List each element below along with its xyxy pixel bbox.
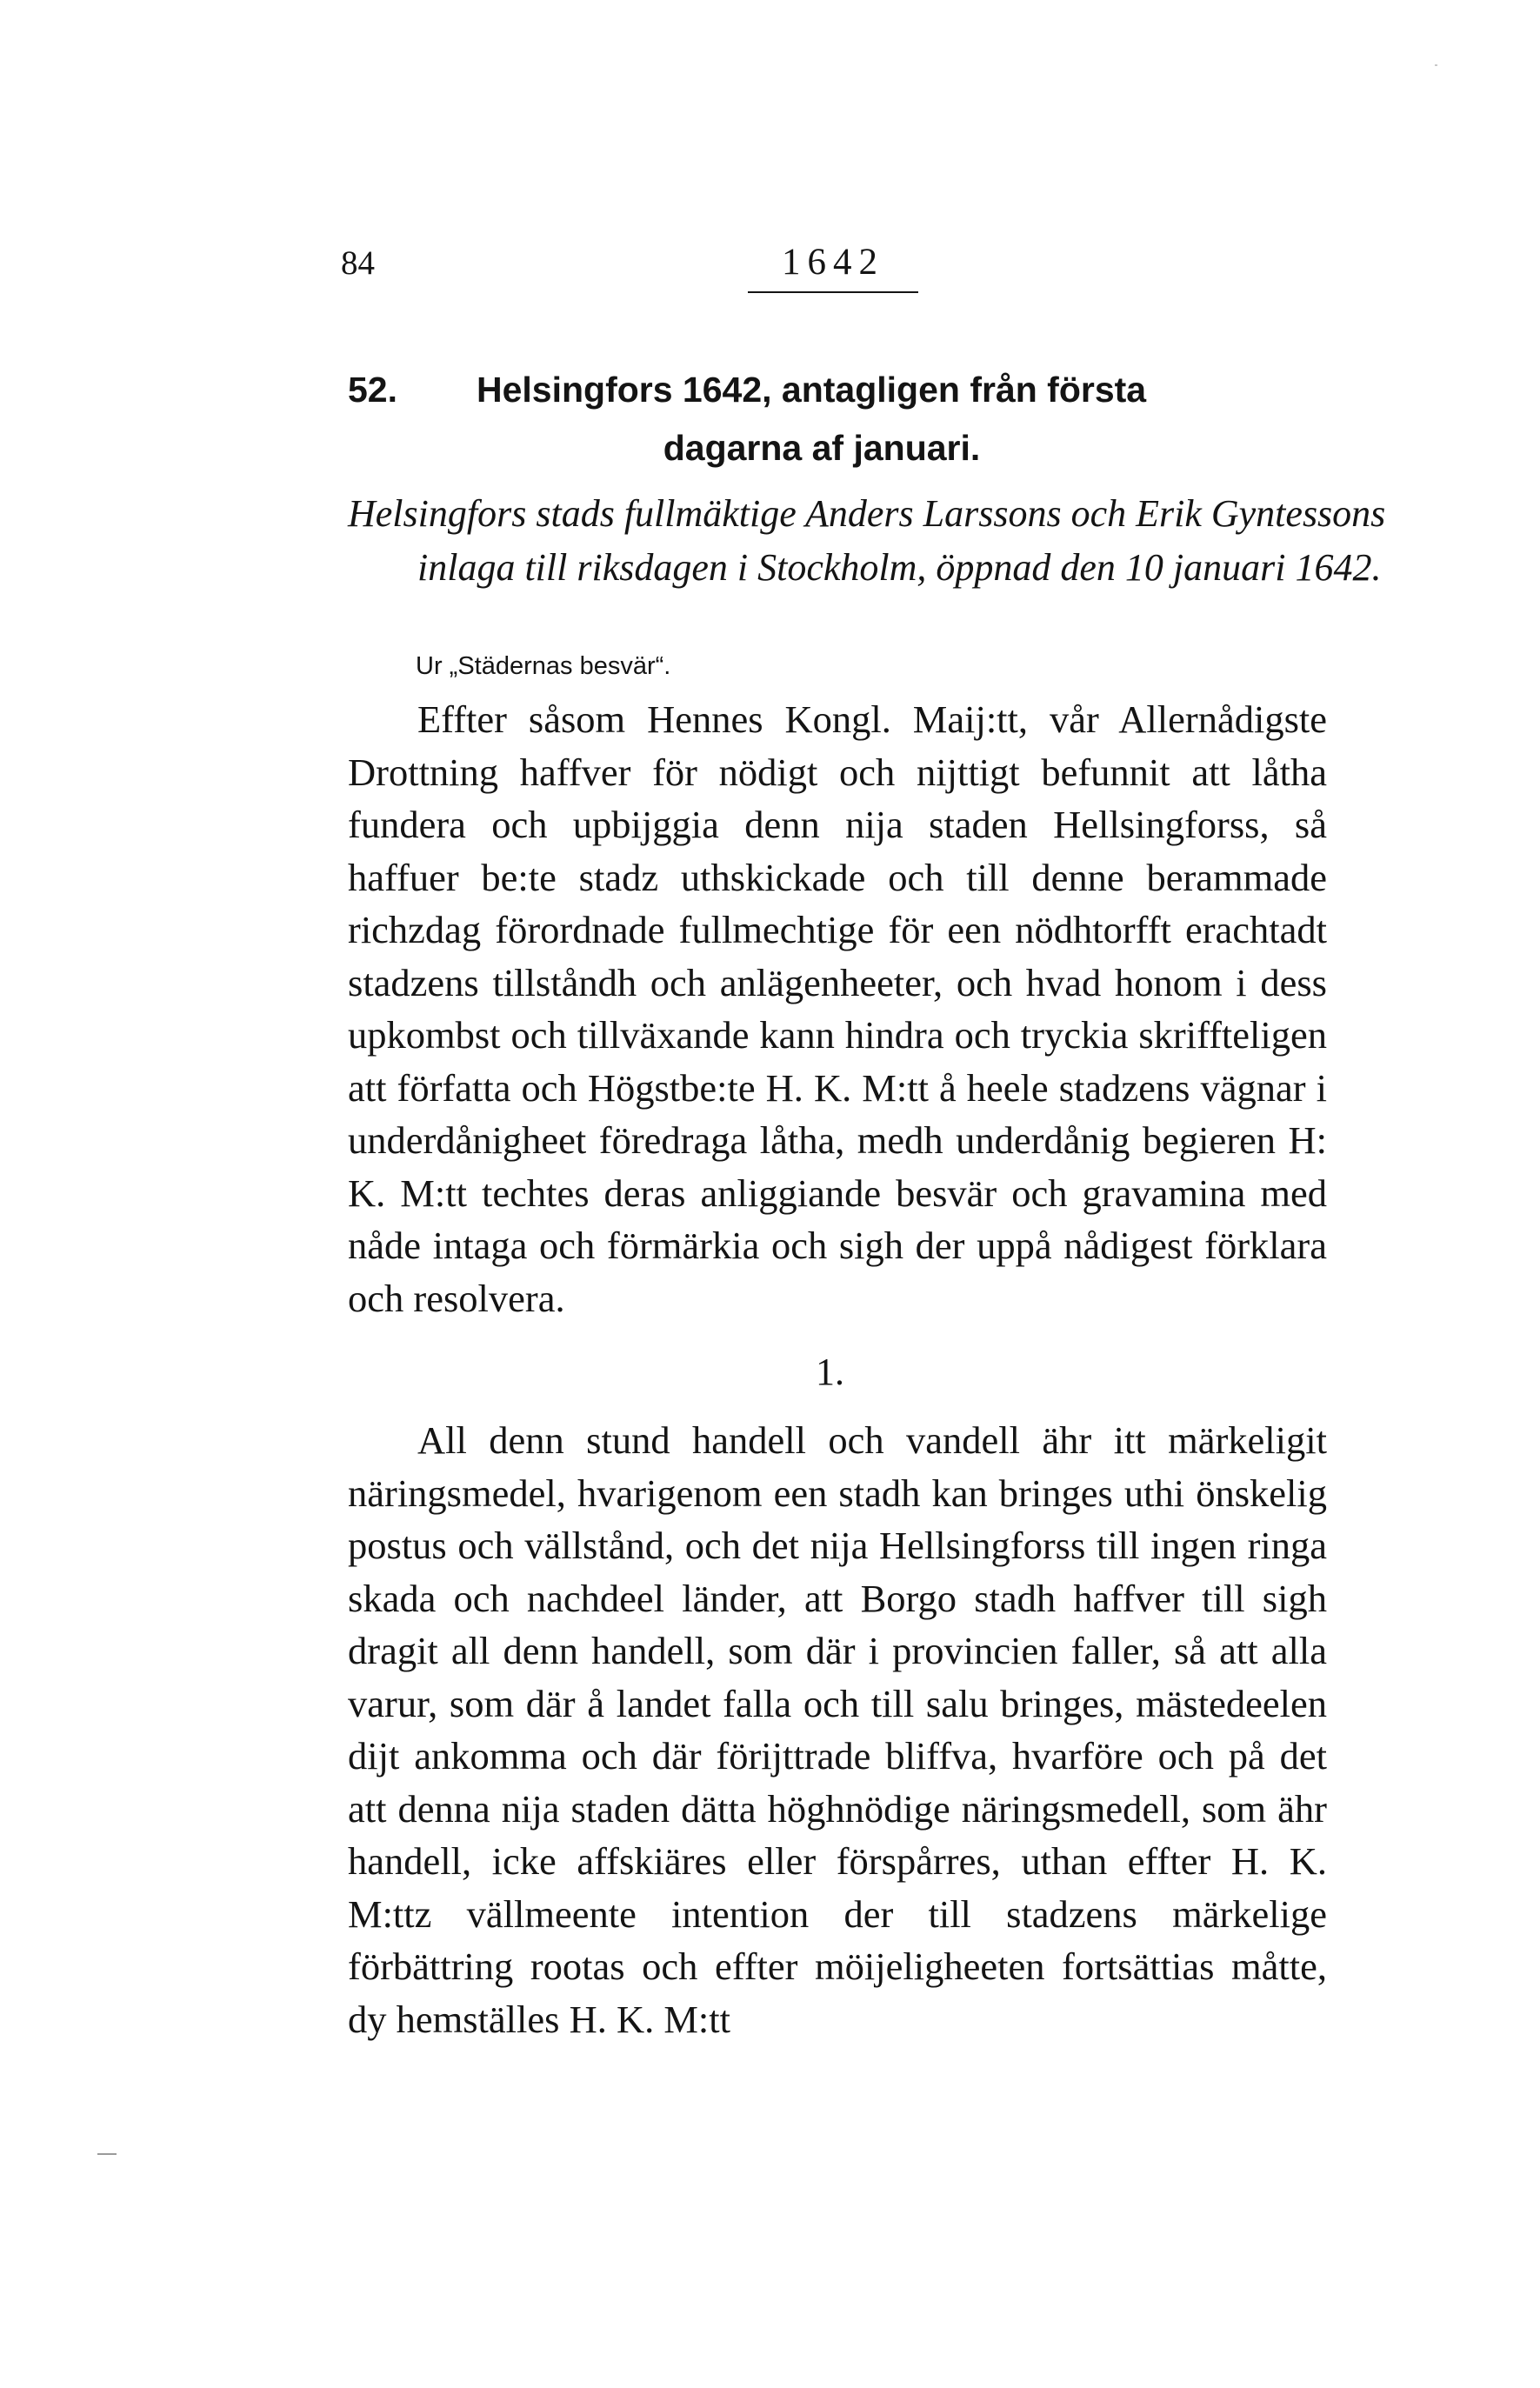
- section-number: 1.: [816, 1351, 844, 1393]
- document-description: Helsingfors stads fullmäktige Anders Larssons och Erik Gyntessons inlaga till riksdagen i Stockholm, öppnad den 10 januari 1642.: [348, 492, 1386, 589]
- entry-heading: [348, 361, 1374, 477]
- running-head-year: 1642: [748, 243, 918, 293]
- source-note: Ur „Städernas besvär“.: [416, 652, 671, 680]
- entry-title-line2: dagarna af januari.: [663, 428, 981, 468]
- page-number: 84: [341, 244, 375, 282]
- entry-title-line1: Helsingfors 1642, antagligen från första: [477, 370, 1147, 410]
- intro-paragraph: Effter såsom Hennes Kongl. Maij:tt, vår Allernådigste Drottning haffver för nödigt och nijttigt befunnit att låtha fundera och upbijggia denn nija staden Hellsingforss, så haffuer be:te stadz uthskickade och till denne berammade richzdag förordnade fullmechtige för een nödhtorfft erachtadt stadzens tillståndh och anlägenheeter, och hvad honom i dess upkombst och tillväxande kann hindra och tryckia skriffteligen att författa och Högstbe:te H. K. M:tt å heele stadzens vägnar i underdånigheet föredraga låtha, medh underdånig begieren H: K. M:tt techtes deras anliggiande besvär och gravamina med nåde intaga och förmärkia och sigh der uppå nådigest förklara och resolvera.: [348, 697, 1327, 1320]
- entry-number: 52.: [348, 370, 397, 410]
- scan-speck: [1435, 64, 1437, 66]
- margin-mark: [97, 2153, 117, 2155]
- section-1-paragraph: All denn stund handell och vandell ähr itt märkeligit näringsmedel, hvarigenom een stadh kan bringes uthi önskelig postus och vällstånd, och det nija Hellsingforss till ingen ringa skada och nachdeel länder, att Borgo stadh haffver till sigh dragit all denn handell, som där i provincien faller, så att alla varur, som där å landet falla och till salu bringes, mästedeelen dijt ankomma och där förijttrade bliffva, hvarföre och på det att denna nija staden dätta höghnödige näringsmedell, som ähr handell, icke affskiäres eller förspårres, uthan effter H. K. M:ttz vällmeente intention der till stadzens märkelige förbättring rootas och effter möijeligheeten fortsättias måtte, dy hemställes H. K. M:tt: [348, 1418, 1327, 2041]
